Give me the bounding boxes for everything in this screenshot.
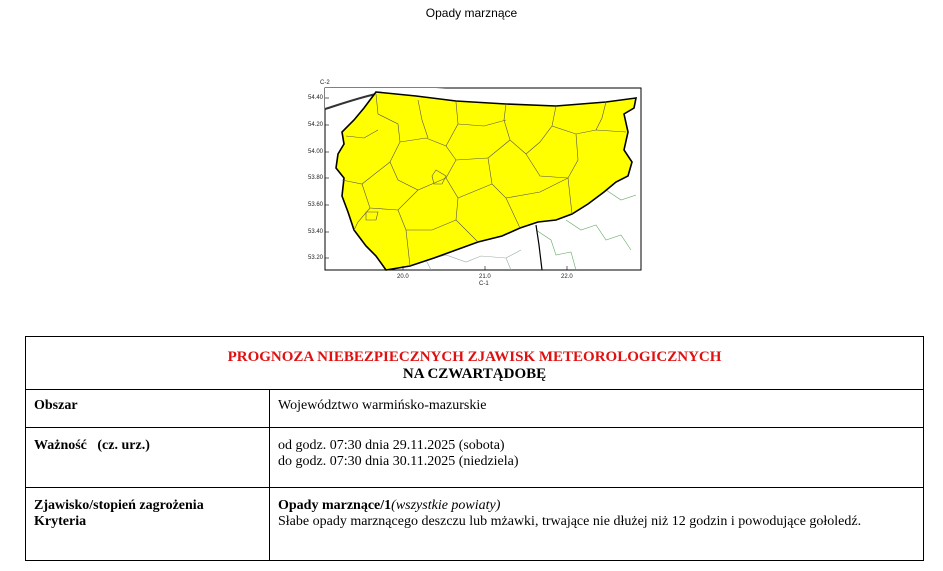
phenomenon-label <box>26 488 270 561</box>
forecast-title: PROGNOZA NIEBEZPIECZNYCH ZJAWISK METEOROLOGICZNYCH <box>227 349 722 365</box>
lat-tick: 54.40 <box>308 95 324 101</box>
validity-value <box>270 428 924 488</box>
phenomenon-heading <box>278 498 915 514</box>
phenomenon-row <box>26 488 924 561</box>
lat-tick: 54.20 <box>308 122 324 128</box>
area-row <box>26 390 924 428</box>
phenomenon-label-2: Kryteria <box>34 514 87 529</box>
lat-tick: 53.80 <box>308 175 324 181</box>
phenomenon-label-1: Zjawisko/stopień zagrożenia <box>34 498 204 513</box>
forecast-table <box>25 336 924 561</box>
lat-tick: 54.00 <box>308 149 324 155</box>
forecast-header-row <box>26 337 924 390</box>
lon-tick: 22.0 <box>561 274 573 280</box>
validity-from: od godz. 07:30 dnia 29.11.2025 (sobota) <box>278 438 505 453</box>
validity-to: do godz. 07:30 dnia 30.11.2025 (niedziela) <box>278 454 519 469</box>
lon-tick: 21.0 <box>479 274 491 280</box>
warning-map <box>306 80 642 290</box>
lon-tick: 20.0 <box>397 274 409 280</box>
map-title: Opady marznące <box>425 6 518 20</box>
criteria-text: Słabe opady marznącego deszczu lub mżawki, trwające nie dłużej niż 12 godzin i powodujące gołoledź. <box>278 514 862 529</box>
lat-tick: 53.40 <box>308 229 324 235</box>
area-label: Obszar <box>26 390 270 428</box>
validity-row <box>26 428 924 488</box>
forecast-subtitle: NA CZWARTĄDOBĘ <box>402 366 547 382</box>
voivodeship-map-svg <box>306 80 642 290</box>
validity-label: Ważność (cz. urz.) <box>26 428 270 488</box>
axis-label-top: C-2 <box>320 80 330 86</box>
axis-label-bottom: C-1 <box>479 281 489 287</box>
phenomenon-scope: (wszystkie powiaty) <box>391 498 501 513</box>
forecast-header <box>26 337 924 390</box>
lat-tick: 53.60 <box>308 202 324 208</box>
lat-tick: 53.20 <box>308 255 324 261</box>
area-value: Województwo warmińsko-mazurskie <box>270 390 924 428</box>
phenomenon-value <box>270 488 924 561</box>
phenomenon-name: Opady marznące/1 <box>278 498 392 513</box>
